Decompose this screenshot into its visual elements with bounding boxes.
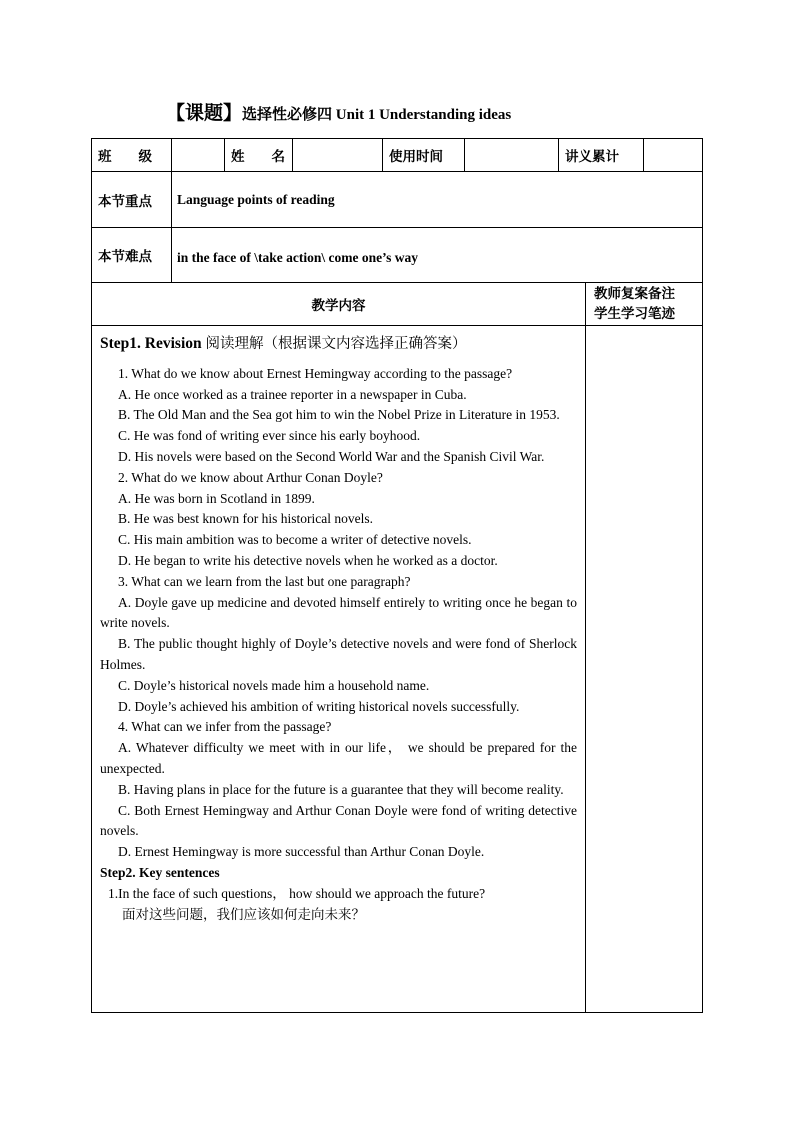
option: D. He began to write his detective novels when he worked as a doctor. (118, 552, 498, 568)
option: C. His main ambition was to become a writer of detective novels. (118, 532, 472, 548)
option: B. He was best known for his historical novels. (118, 511, 373, 527)
difficulty-label: 本节难点 (92, 228, 172, 283)
difficulty-row (92, 228, 703, 283)
option: C. Doyle’s historical novels made him a household name. (118, 677, 430, 693)
title-bracket: 【课题】 (166, 103, 243, 124)
question-text: 3. What can we learn from the last but one paragraph? (118, 573, 411, 589)
time-value[interactable] (465, 139, 559, 172)
option: A. He was born in Scotland in 1899. (118, 490, 315, 506)
focus-value: Language points of reading (172, 172, 703, 228)
option: B. The public thought highly of Doyle’s detective novels and were fond of Sherlock Holmes. (100, 636, 577, 672)
step1-title: Step1. Revision (100, 335, 202, 352)
content-header-row (92, 283, 703, 326)
time-label: 使用时间 (383, 139, 465, 172)
question-1 (100, 364, 577, 468)
side-header-student: 学生学习笔迹 (594, 306, 675, 321)
info-row (92, 139, 703, 172)
side-header (586, 283, 703, 326)
option: A. Whatever difficulty we meet with in our life， we should be prepared for the unexpected. (100, 740, 577, 776)
accum-label: 讲义累计 (559, 139, 644, 172)
title-text: 选择性必修四 Unit 1 Understanding ideas (242, 107, 512, 123)
question-text: 2. What do we know about Arthur Conan Doyle? (118, 469, 383, 485)
option: D. Ernest Hemingway is more successful than Arthur Conan Doyle. (118, 844, 485, 860)
question-2 (100, 468, 577, 572)
name-label: 姓 名 (225, 139, 293, 172)
content-row (92, 326, 703, 1013)
content-cell (92, 326, 586, 1013)
step2-heading: Step2. Key sentences (100, 864, 220, 880)
question-3 (100, 572, 577, 718)
name-value[interactable] (293, 139, 383, 172)
key-sentence: 1.In the face of such questions， how should we approach the future? (108, 885, 486, 901)
question-text: 4. What can we infer from the passage? (118, 719, 332, 735)
lesson-table (91, 138, 703, 1013)
option: C. He was fond of writing ever since his early boyhood. (118, 428, 421, 444)
step1-subtitle: 阅读理解（根据课文内容选择正确答案） (205, 336, 467, 352)
accum-value[interactable] (644, 139, 703, 172)
option: D. Doyle’s achieved his ambition of writing historical novels successfully. (118, 698, 520, 714)
step1-heading (100, 334, 577, 355)
notes-cell[interactable] (586, 326, 703, 1013)
content-header: 教学内容 (92, 283, 586, 326)
side-header-teacher: 教师复案备注 (594, 286, 675, 301)
focus-row (92, 172, 703, 228)
focus-label: 本节重点 (92, 172, 172, 228)
option: C. Both Ernest Hemingway and Arthur Conan Doyle were fond of writing detective novels. (100, 802, 577, 839)
option: B. The Old Man and the Sea got him to win the Nobel Prize in Literature in 1953. (118, 407, 560, 423)
option: A. Doyle gave up medicine and devoted himself entirely to writing once he began to write novels. (100, 594, 577, 631)
difficulty-value: in the face of \take action\ come one’s way (172, 228, 703, 283)
lesson-title (166, 98, 511, 125)
question-text: 1. What do we know about Ernest Hemingway according to the passage? (118, 365, 513, 381)
class-value[interactable] (172, 139, 225, 172)
option: A. He once worked as a trainee reporter in a newspaper in Cuba. (118, 386, 467, 402)
option: D. His novels were based on the Second World War and the Spanish Civil War. (118, 448, 545, 464)
question-4 (100, 717, 577, 863)
option: B. Having plans in place for the future is a guarantee that they will become reality. (118, 781, 564, 797)
class-label: 班 级 (92, 139, 172, 172)
key-sentence-translation: 面对这些问题，我们应该如何走向未来？ (122, 906, 365, 923)
